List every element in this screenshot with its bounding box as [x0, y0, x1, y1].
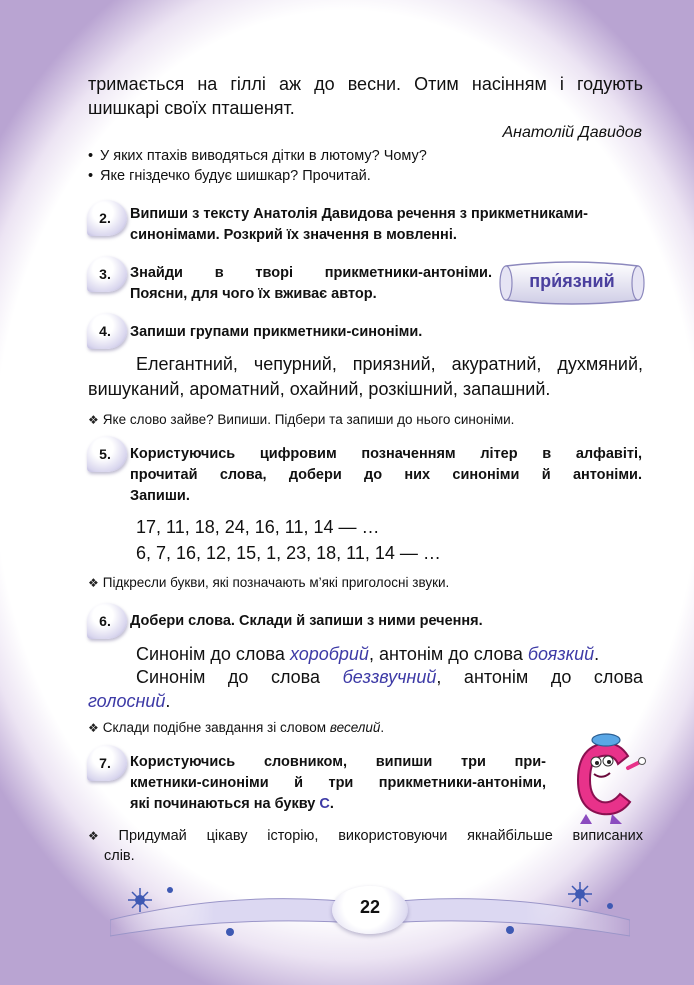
task-4-words-1: Елегантний, чепурний, приязний, акуратний, духмяний, [136, 354, 643, 374]
task-number-badge: 4. [87, 313, 127, 349]
task-3-text: Знайди в творі прикметники-антоніми. Поясни, для чого їх вживає автор. [130, 265, 492, 302]
intro-line-1: тримається на гіллі аж до весни. Отим насінням і годують [88, 74, 643, 94]
task-number-badge: 3. [87, 256, 127, 292]
task-number-badge: 7. [87, 745, 127, 781]
page-number: 22 [359, 897, 381, 917]
question-2: • Яке гніздечко будує шишкар? Прочитай. [88, 168, 371, 184]
number-sequence-1: 17, 11, 18, 24, 16, 11, 14 — … [136, 517, 380, 537]
task-number-badge: 2. [87, 200, 127, 236]
task-6-sentence-1: Синонім до слова хоробрий, антонім до слова боязкий. [136, 644, 600, 664]
task-4-text: Запиши групами прикметники-синоніми. [130, 324, 423, 340]
letter-s-mascot-icon [566, 728, 646, 828]
task-6-note: ❖ Склади подібне завдання зі словом веселий. [88, 720, 385, 735]
task-number-badge: 5. [87, 436, 127, 472]
task-5-note: ❖ Підкресли букви, які позначають м’які приголосні звуки. [88, 575, 450, 590]
number-sequence-2: 6, 7, 16, 12, 15, 1, 23, 18, 11, 14 — … [136, 543, 441, 563]
task-4-note: ❖ Яке слово зайве? Випиши. Підбери та запиши до нього синоніми. [88, 412, 515, 427]
letter-s-mascot [566, 728, 646, 828]
word-scroll-banner [498, 258, 646, 308]
task-6-sentence-2: Синонім до слова беззвучний, антонім до слова [136, 667, 643, 687]
question-1: • У яких птахів виводяться дітки в лютому? Чому? [88, 148, 427, 164]
task-2-text: Випиши з тексту Анатолія Давидова речення з прикметниками- синонімами. Розкрий їх значення в мовленні. [130, 206, 588, 243]
task-4-words-2: вишуканий, ароматний, охайний, розкішний, запашний. [88, 379, 551, 399]
task-6-sentence-2-end: голосний. [88, 691, 171, 711]
task-number-badge: 6. [87, 603, 127, 639]
scroll-word: при́язний [529, 271, 615, 291]
task-7-text: Користуючись словником, випиши три при- кметники-синоніми й три прикметники-антоніми, які починаються на букву С. [130, 754, 546, 812]
task-7-note: ❖ Придумай цікаву історію, використовуючи якнайбільше виписаних слів. [88, 828, 643, 864]
intro-line-2: шишкарі своїх пташенят. [88, 98, 295, 118]
footer-ornament [110, 880, 630, 942]
author: Анатолій Давидов [502, 124, 642, 141]
task-5-text: Користуючись цифровим позначенням літер в алфавіті, прочитай слова, добери до них синоніми й антоніми. Запиши. [130, 446, 642, 504]
task-6-text: Добери слова. Склади й запиши з ними речення. [130, 613, 483, 629]
